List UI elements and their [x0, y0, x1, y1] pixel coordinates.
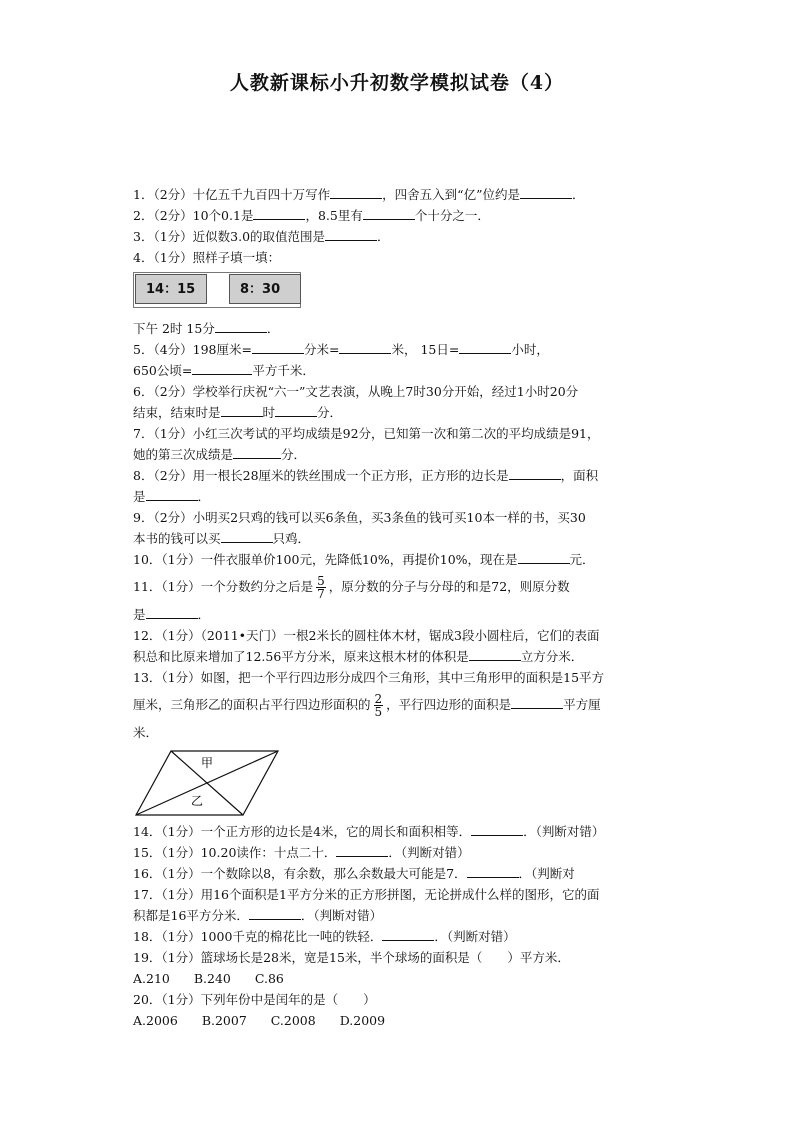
option-c[interactable]: C.2008 [270, 1013, 316, 1028]
question-1: 1．（2分）十亿五千九百四十万写作 ，四舍五入到“亿”位约是 ． [133, 184, 663, 205]
question-2: 2．（2分）10个0.1是 ，8.5里有 个十分之一． [133, 205, 663, 226]
clock-box-1: 14：15 [135, 274, 207, 304]
answer-blank[interactable] [330, 184, 382, 199]
clock-example [133, 274, 663, 314]
answer-blank[interactable] [520, 184, 572, 199]
answer-blank[interactable] [363, 205, 415, 220]
option-c[interactable]: C.86 [254, 971, 284, 986]
question-11: 11．（1分）一个分数约分之后是 $\frac{5}{7}$ ，原分数的分子与分母的和是72，则原分数 [133, 574, 570, 601]
answer-blank[interactable] [249, 905, 301, 920]
option-d[interactable]: D.2009 [339, 1013, 386, 1028]
question-8-cont: 是 ． [133, 486, 663, 507]
page-title: 人教新课标小升初数学模拟试卷（4） [229, 72, 565, 94]
question-14: 14．（1分）一个正方形的边长是4米，它的周长和面积相等． ．（判断对错） [133, 821, 663, 842]
option-a[interactable]: A.210 [133, 971, 170, 986]
clock-box-2: 8：30 [229, 274, 301, 304]
question-17-cont: 积都是16平方分米． ．（判断对错） [133, 905, 663, 926]
question-3: 3．（1分）近似数3.0的取值范围是 ． [133, 226, 663, 247]
question-8: 8．（2分）用一根长28厘米的铁丝围成一个正方形，正方形的边长是 ，面积 [133, 465, 663, 486]
fraction-2-5: $\frac{2}{5}$ [374, 692, 383, 719]
answer-blank[interactable] [253, 205, 305, 220]
question-17: 17．（1分）用16个面积是1平方分米的正方形拼图，无论拼成什么样的图形，它的面 [133, 887, 600, 902]
fraction-5-7: $\frac{5}{7}$ [317, 574, 325, 601]
question-10: 10．（1分）一件衣服单价100元，先降低10%，再提价10%，现在是 元． [133, 549, 663, 570]
question-12: 12．（1分）（2011•天门）一根2米长的圆柱体木材，锯成3段小圆柱后，它们的表面 [133, 628, 600, 643]
answer-blank[interactable] [192, 360, 252, 375]
question-5: 5．（4分）198厘米= 分米= 米， 15日= 小时， [133, 339, 663, 360]
question-list [133, 184, 663, 1031]
question-13-cont: 厘米，三角形乙的面积占平行四边形面积的 $\frac{2}{5}$ ，平行四边形的面积是 平方厘 [133, 692, 601, 719]
question-11-cont: 是 ． [133, 604, 663, 625]
parallelogram-diagram [133, 749, 283, 819]
answer-blank[interactable] [252, 339, 304, 354]
answer-blank[interactable] [511, 694, 563, 709]
question-9-cont: 本书的钱可以买 只鸡． [133, 528, 663, 549]
question-20: 20．（1分）下列年份中是闰年的是（ ） [133, 992, 376, 1007]
question-16: 16．（1分）一个数除以8，有余数，那么余数最大可能是7． ．（判断对 [133, 863, 663, 884]
answer-blank[interactable] [382, 926, 434, 941]
triangle-label-yi: 乙 [191, 794, 204, 808]
question-5-cont: 650公顷= 平方千米． [133, 360, 663, 381]
option-a[interactable]: A.2006 [133, 1013, 178, 1028]
answer-blank[interactable] [336, 842, 388, 857]
question-20-options [133, 1010, 663, 1031]
question-12-cont: 积总和比原来增加了12.56平方分米，原来这根木材的体积是 立方分米． [133, 646, 663, 667]
answer-blank[interactable] [215, 318, 267, 333]
question-13-end: 米． [133, 725, 159, 740]
question-13: 13．（1分）如图，把一个平行四边形分成四个三角形，其中三角形甲的面积是15平方 [133, 670, 605, 685]
question-19: 19．（1分）篮球场长是28米，宽是15米，半个球场的面积是（ ）平方米． [133, 950, 570, 965]
question-4-answer: 下午 2时 15分 ． [133, 318, 663, 339]
answer-blank[interactable] [233, 444, 281, 459]
answer-blank[interactable] [275, 402, 317, 417]
answer-blank[interactable] [221, 528, 273, 543]
answer-blank[interactable] [509, 465, 561, 480]
question-7-cont: 她的第三次成绩是 分． [133, 444, 663, 465]
option-b[interactable]: B.240 [193, 971, 231, 986]
question-6-cont: 结束，结束时是 时 分． [133, 402, 663, 423]
answer-blank[interactable] [471, 821, 523, 836]
answer-blank[interactable] [146, 604, 198, 619]
answer-blank[interactable] [325, 226, 377, 241]
option-b[interactable]: B.2007 [201, 1013, 247, 1028]
answer-blank[interactable] [146, 486, 198, 501]
answer-blank[interactable] [339, 339, 391, 354]
question-15: 15．（1分）10.20读作：十点二十． ．（判断对错） [133, 842, 663, 863]
parallelogram-figure [133, 749, 663, 819]
triangle-label-jia: 甲 [201, 756, 214, 770]
question-19-options [133, 968, 663, 989]
answer-blank[interactable] [518, 549, 570, 564]
question-6: 6．（2分）学校举行庆祝“六一”文艺表演，从晚上7时30分开始，经过1小时20分 [133, 384, 579, 399]
answer-blank[interactable] [459, 339, 511, 354]
answer-blank[interactable] [467, 863, 519, 878]
question-7: 7．（1分）小红三次考试的平均成绩是92分，已知第一次和第二次的平均成绩是91， [133, 426, 600, 441]
question-4: 4．（1分）照样子填一填： [133, 250, 281, 265]
answer-blank[interactable] [221, 402, 263, 417]
question-9: 9．（2分）小明买2只鸡的钱可以买6条鱼，买3条鱼的钱可买10本一样的书，买30 [133, 510, 586, 525]
question-18: 18．（1分）1000千克的棉花比一吨的铁轻． ．（判断对错） [133, 926, 663, 947]
answer-blank[interactable] [469, 646, 521, 661]
